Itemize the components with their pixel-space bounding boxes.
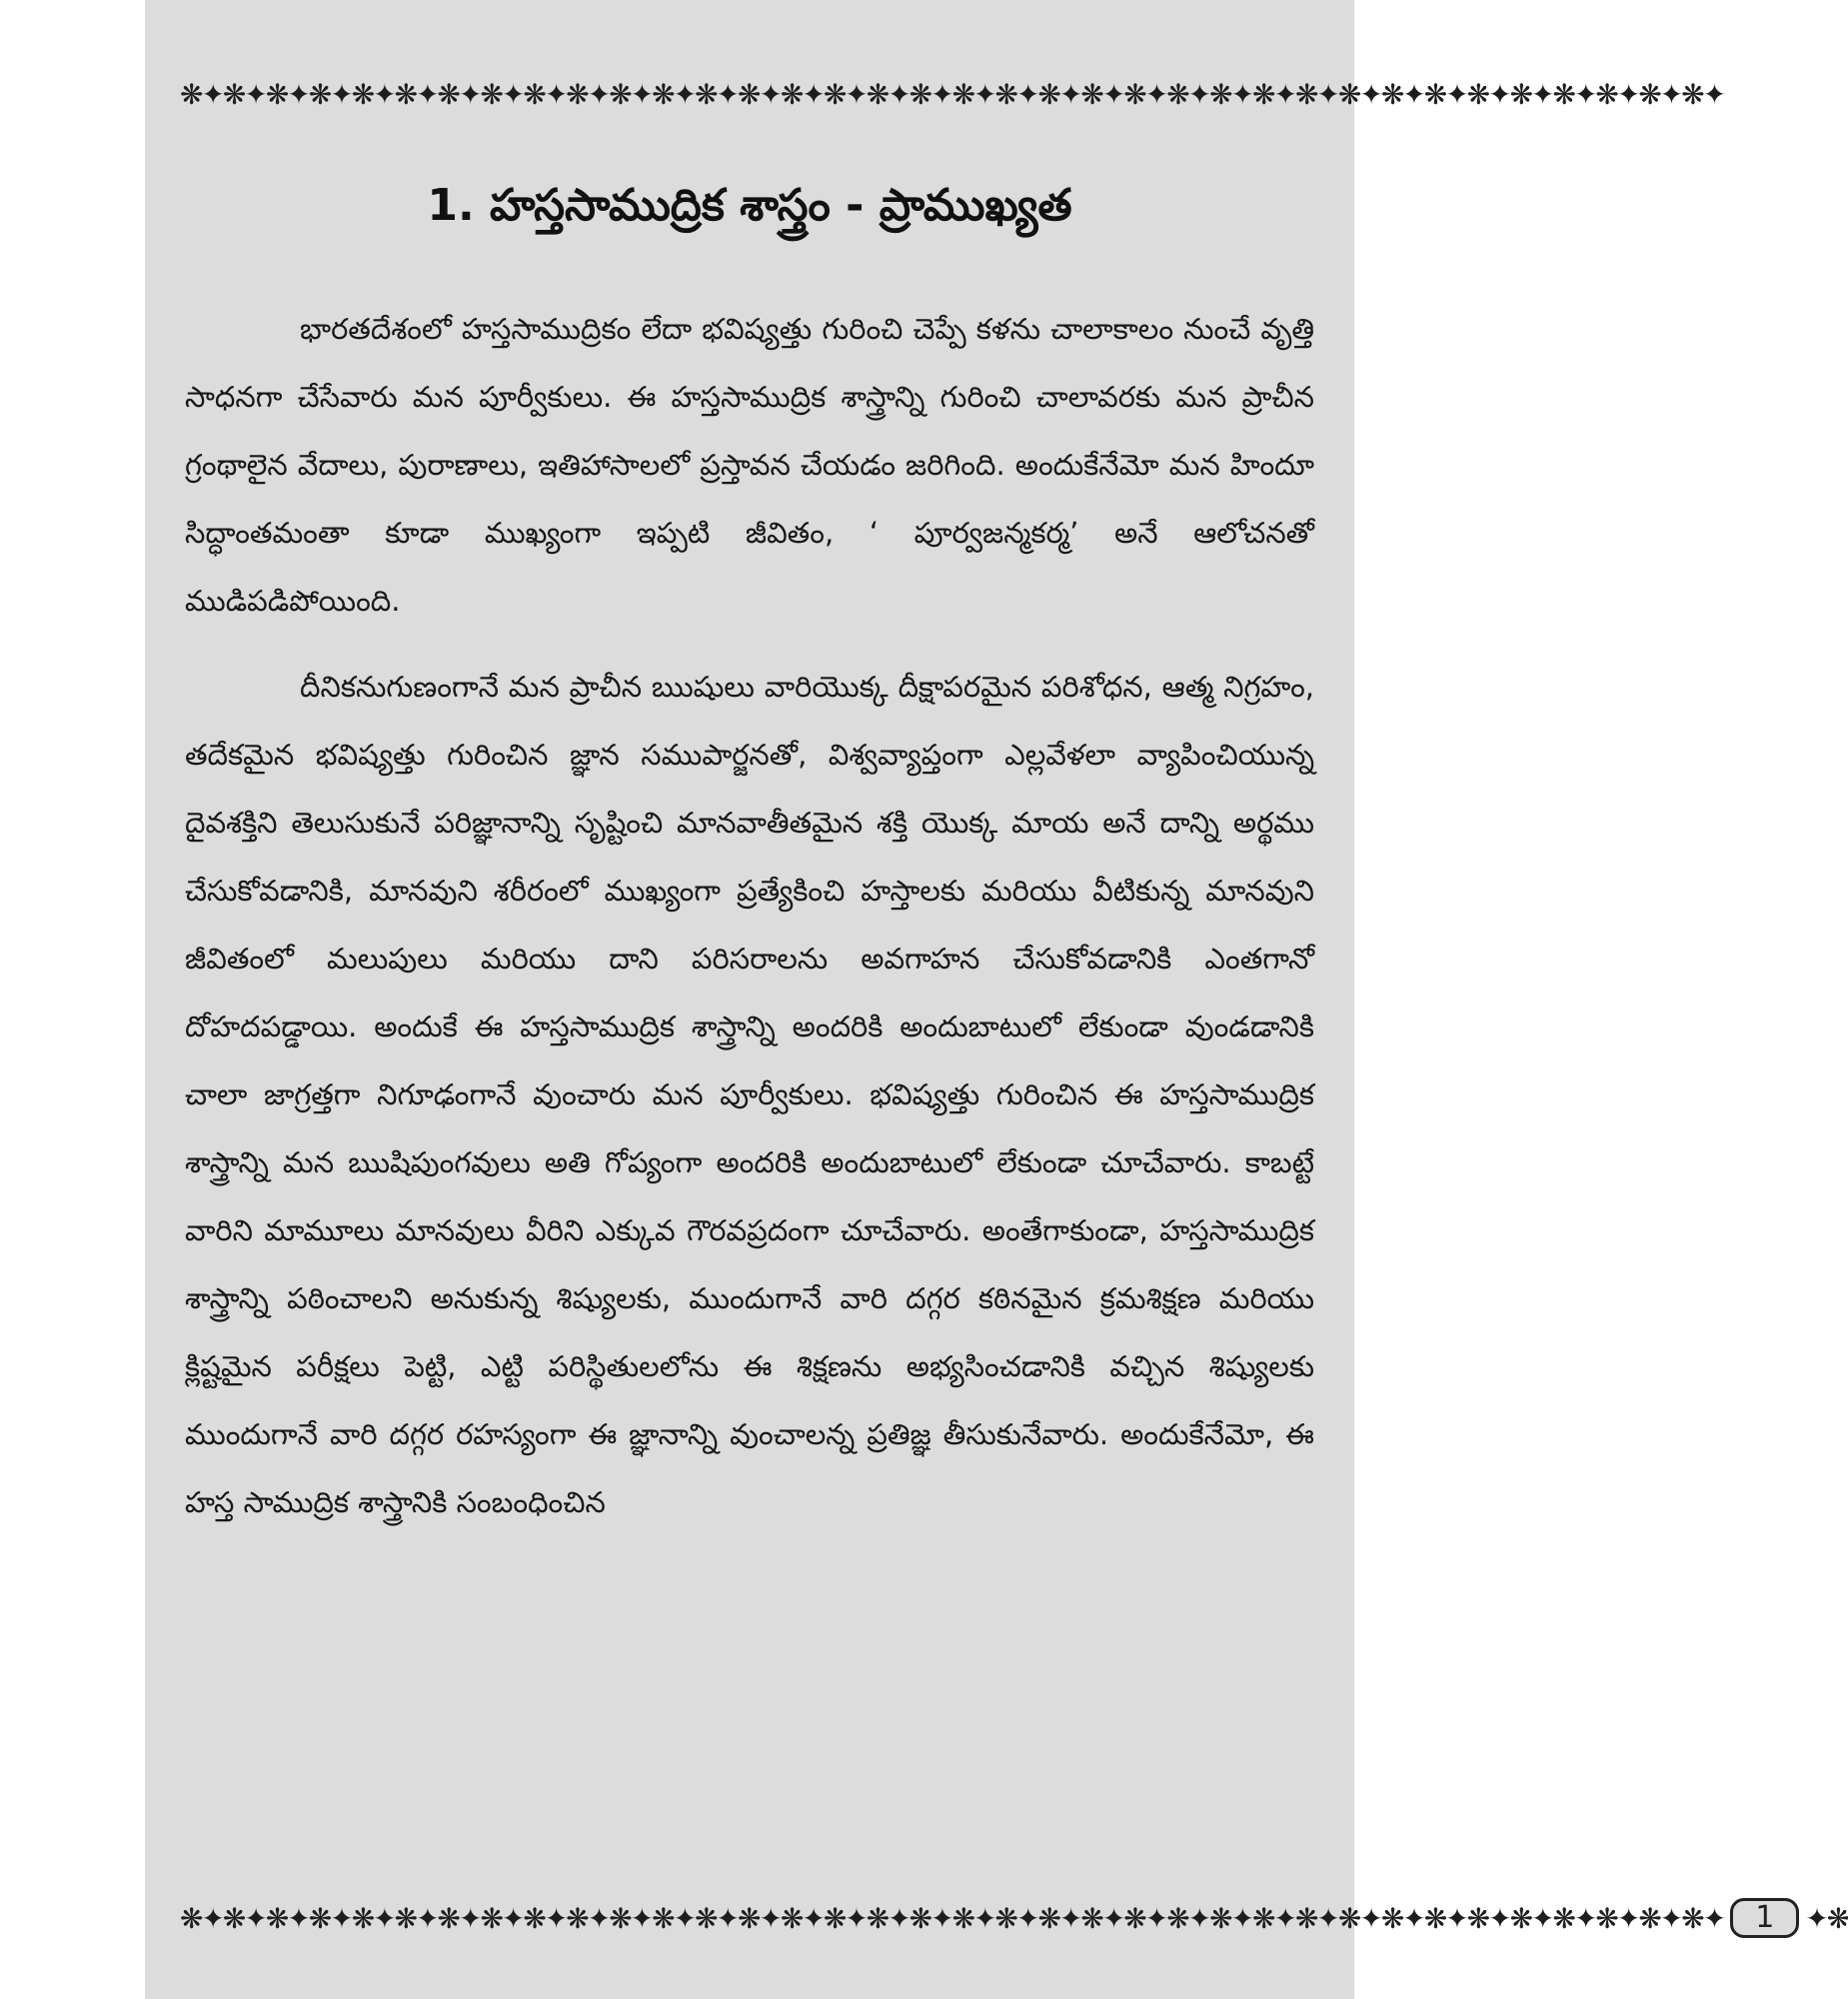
paragraph-2: దీనికనుగుణంగానే మన ప్రాచీన ఋషులు వారియొక్క దీక్షాపరమైన పరిశోధన, ఆత్మ నిగ్రహం, తదేకమైన భవిష్యత్తు గురించిన జ్ఞాన సముపార్జనతో, విశ్వవ్యాప్తంగా ఎల్లవేళలా వ్యాపించియున్న దైవశక్తిని తెలుసుకునే పరిజ్ఞానాన్ని సృష్టించి మానవాతీతమైన శక్తి యొక్క మాయ అనే దాన్ని అర్థము చేసుకోవడానికి, మానవుని శరీరంలో ముఖ్యంగా ప్రత్యేకించి హస్తాలకు మరియు వీటికున్న మానవుని జీవితంలో మలుపులు మరియు దాని పరిసరాలను అవగాహన చేసుకోవడానికి ఎంతగానో దోహదపడ్డాయి. అందుకే ఈ హస్తసాముద్రిక శాస్త్రాన్ని అందరికి అందుబాటులో లేకుండా వుండడానికి చాలా జాగ్రత్తగా నిగూఢంగానే వుంచారు మన పూర్వీకులు. భవిష్యత్తు గురించిన ఈ హస్తసాముద్రిక శాస్త్రాన్ని మన ఋషిపుంగవులు అతి గోప్యంగా అందరికి అందుబాటులో లేకుండా చూచేవారు. కాబట్టే వారిని మామూలు మానవులు వీరిని ఎక్కువ గౌరవప్రదంగా చూచేవారు. అంతేగాకుండా, హస్తసాముద్రిక శాస్త్రాన్ని పఠించాలని అనుకున్న శిష్యులకు, ముందుగానే వారి దగ్గర కఠినమైన క్రమశిక్షణ మరియు క్లిష్టమైన పరీక్షలు పెట్టి, ఎట్టి పరిస్థితులలోను ఈ శిక్షణను అభ్యసించడానికి వచ్చిన శిష్యులకు ముందుగానే వారి దగ్గర రహస్యంగా ఈ జ్ఞానాన్ని వుంచాలన్న ప్రతిజ్ఞ తీసుకునేవారు. అందుకేనేమో, ఈ హస్త సాముద్రిక శాస్త్రానికి సంబంధించిన xyxy=(185,670,1314,1519)
bottom-ornament-border xyxy=(180,1899,1848,1937)
top-ornament-border xyxy=(180,75,1725,113)
ornament-strip: ❋✦❋✦❋✦❋✦❋✦❋✦❋✦❋✦❋✦❋✦❋✦❋✦❋✦❋✦❋✦❋✦❋✦❋✦❋✦❋✦❋✦❋✦❋✦❋✦❋✦❋✦❋✦❋✦❋✦❋✦❋✦❋✦❋✦❋✦❋✦❋✦ xyxy=(180,77,1725,111)
chapter-title: 1. హస్తసాముద్రిక శాస్త్రం - ప్రాముఖ్యత xyxy=(427,180,1072,231)
ornament-strip: ❋✦❋✦❋✦❋✦❋✦❋✦❋✦❋✦❋✦❋✦❋✦❋✦❋✦❋✦❋✦❋✦❋✦❋✦❋✦❋✦❋✦❋✦❋✦❋✦❋✦❋✦❋✦❋✦❋✦❋✦❋✦❋✦❋✦❋✦❋✦❋✦ xyxy=(180,1901,1725,1935)
book-page xyxy=(145,0,1848,1999)
chapter-body xyxy=(185,295,1314,1554)
page-number: 1 xyxy=(1730,1898,1799,1938)
paragraph-1: భారతదేశంలో హస్తసాముద్రికం లేదా భవిష్యత్తు గురించి చెప్పే కళను చాలాకాలం నుంచే వృత్తి సాధనగా చేసేవారు మన పూర్వీకులు. ఈ హస్తసాముద్రిక శాస్త్రాన్ని గురించి చాలావరకు మన ప్రాచీన గ్రంథాలైన వేదాలు, పురాణాలు, ఇతిహాసాలలో ప్రస్తావన చేయడం జరిగింది. అందుకేనేమో మన హిందూ సిద్ధాంతమంతా కూడా ముఖ్యంగా ఇప్పటి జీవితం, ‘ పూర్వజన్మకర్మ’ అనే ఆలోచనతో ముడిపడిపోయింది. xyxy=(185,312,1314,618)
ornament-end: ✦❋ xyxy=(1805,1901,1848,1935)
